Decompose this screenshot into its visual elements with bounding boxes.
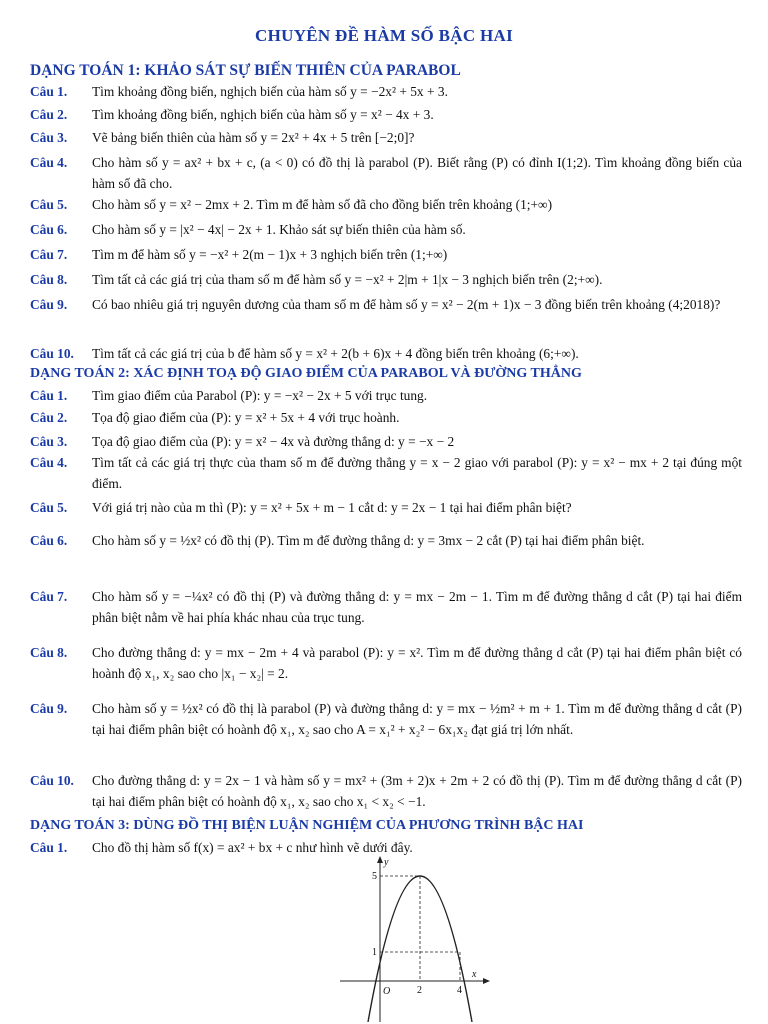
- question-1-5: [30, 194, 742, 215]
- question-text: Tìm giao điểm của Parabol (P): y = −x² − 2x + 5 với trục tung.: [92, 388, 428, 403]
- question-label: Câu 5.: [30, 197, 68, 212]
- question-label: Câu 7.: [30, 247, 68, 262]
- question-1-7: [30, 244, 742, 265]
- question-label: Câu 6.: [30, 222, 68, 237]
- question-text: Cho hàm số y = x² − 2mx + 2. Tìm m để hàm số đã cho đồng biến trên khoảng (1;+∞): [92, 197, 553, 212]
- question-2-2: [30, 407, 742, 428]
- question-1-8: [30, 269, 742, 290]
- question-label: Câu 9.: [30, 297, 68, 312]
- question-text: Tìm tất cả các giá trị của b để hàm số y = x² + 2(b + 6)x + 4 đồng biến trên khoảng (6;+∞).: [92, 346, 579, 361]
- question-text: Tìm m để hàm số y = −x² + 2(m − 1)x + 3 nghịch biến trên (1;+∞): [92, 247, 448, 262]
- page-title: CHUYÊN ĐỀ HÀM SỐ BẬC HAI: [255, 26, 513, 45]
- question-1-9: [30, 294, 742, 315]
- question-label: Câu 7.: [30, 589, 68, 604]
- question-label: Câu 2.: [30, 410, 68, 425]
- question-3-1: [30, 837, 742, 858]
- question-text: Vẽ bảng biến thiên của hàm số y = 2x² + 4x + 5 trên [−2;0]?: [92, 130, 415, 145]
- question-text: Cho đường thẳng d: y = 2x − 1 và hàm số y = mx² + (3m + 2)x + 2m + 2 có đồ thị (P). Tìm m để đường thẳng d cắt (P) tại hai điểm phân biệt có hoành độ x₁, x₂ sao cho x₁ < x₂ < −1.: [92, 773, 742, 809]
- parabol-graph: [340, 856, 490, 1022]
- section-heading-3: DẠNG TOÁN 3: DÙNG ĐỒ THỊ BIỆN LUẬN NGHIỆM CỦA PHƯƠNG TRÌNH BẬC HAI: [30, 818, 584, 833]
- question-text: Tìm khoảng đồng biến, nghịch biến của hàm số y = x² − 4x + 3.: [92, 107, 434, 122]
- x-axis-arrow-icon: [483, 978, 490, 984]
- question-label: Câu 10.: [30, 773, 74, 788]
- question-2-9: [30, 698, 742, 740]
- question-2-1: [30, 385, 742, 406]
- question-label: Câu 10.: [30, 346, 74, 361]
- question-text: Có bao nhiêu giá trị nguyên dương của tham số m để hàm số y = x² − 2(m + 1)x − 3 đồng biến trên khoảng (4;2018)?: [92, 297, 721, 312]
- question-text: Tìm tất cả các giá trị thực của tham số m để đường thẳng y = x − 2 giao với parabol (P): y = x² − mx + 2 tại đúng một điểm.: [92, 455, 742, 491]
- question-text: Cho đường thẳng d: y = mx − 2m + 4 và parabol (P): y = x². Tìm m để đường thẳng d cắt (P) tại hai điểm phân biệt có hoành độ x₁, x₂ sao cho |x₁ − x₂| = 2.: [92, 645, 742, 681]
- question-text: Cho hàm số y = |x² − 4x| − 2x + 1. Khảo sát sự biến thiên của hàm số.: [92, 222, 466, 237]
- question-label: Câu 6.: [30, 533, 68, 548]
- section-heading-2: DẠNG TOÁN 2: XÁC ĐỊNH TOẠ ĐỘ GIAO ĐIỂM CỦA PARABOL VÀ ĐƯỜNG THẲNG: [30, 366, 582, 381]
- section-heading-1: DẠNG TOÁN 1: KHẢO SÁT SỰ BIẾN THIÊN CỦA PARABOL: [30, 62, 461, 79]
- question-2-8: [30, 642, 742, 684]
- question-2-6: [30, 530, 742, 551]
- question-label: Câu 2.: [30, 107, 68, 122]
- question-label: Câu 3.: [30, 130, 68, 145]
- question-1-3: [30, 127, 742, 148]
- question-text: Tọa độ giao điểm của (P): y = x² − 4x và đường thẳng d: y = −x − 2: [92, 434, 455, 449]
- question-label: Câu 4.: [30, 155, 68, 170]
- x-axis-label: x: [472, 969, 477, 980]
- question-text: Cho hàm số y = ½x² có đồ thị là parabol (P) và đường thẳng d: y = mx − ½m² + m + 1. Tìm m để đường thẳng d cắt (P) tại hai điểm phân biệt có hoành độ x₁, x₂ sao cho A = x₁² + x₂² − 6x₁x₂ đạt giá trị lớn nhất.: [92, 701, 742, 737]
- question-1-4: [30, 152, 742, 194]
- y-axis-label: y: [384, 857, 389, 868]
- question-label: Câu 1.: [30, 84, 68, 99]
- y-axis-arrow-icon: [377, 856, 383, 863]
- question-2-3: [30, 431, 742, 452]
- question-label: Câu 1.: [30, 840, 68, 855]
- question-2-5: [30, 497, 742, 518]
- question-label: Câu 5.: [30, 500, 68, 515]
- question-1-1: [30, 81, 742, 102]
- question-text: Cho hàm số y = ½x² có đồ thị (P). Tìm m để đường thẳng d: y = 3mx − 2 cắt (P) tại hai điểm phân biệt.: [92, 533, 645, 548]
- origin-label: O: [383, 986, 391, 997]
- question-2-10: [30, 770, 742, 812]
- question-1-6: [30, 219, 742, 240]
- tick-y-1: 1: [372, 947, 377, 958]
- question-text: Với giá trị nào của m thì (P): y = x² + 5x + m − 1 cắt d: y = 2x − 1 tại hai điểm phân biệt?: [92, 500, 572, 515]
- tick-y-5: 5: [372, 871, 377, 882]
- question-2-7: [30, 586, 742, 628]
- tick-x-2: 2: [417, 985, 422, 996]
- question-text: Cho đồ thị hàm số f(x) = ax² + bx + c như hình vẽ dưới đây.: [92, 840, 413, 855]
- question-text: Cho hàm số y = ax² + bx + c, (a < 0) có đồ thị là parabol (P). Biết rằng (P) có đỉnh I(1;2). Tìm khoảng đồng biến của hàm số đã cho.: [92, 155, 742, 191]
- question-label: Câu 9.: [30, 701, 68, 716]
- question-text: Tìm tất cả các giá trị của tham số m để hàm số y = −x² + 2|m + 1|x − 3 nghịch biến trên (2;+∞).: [92, 272, 603, 287]
- question-1-2: [30, 104, 742, 125]
- question-1-10: [30, 343, 742, 364]
- question-text: Tìm khoảng đồng biến, nghịch biến của hàm số y = −2x² + 5x + 3.: [92, 84, 448, 99]
- question-text: Tọa độ giao điểm của (P): y = x² + 5x + 4 với trục hoành.: [92, 410, 400, 425]
- tick-x-4: 4: [457, 985, 462, 996]
- question-label: Câu 8.: [30, 272, 68, 287]
- question-label: Câu 4.: [30, 455, 68, 470]
- question-text: Cho hàm số y = −¼x² có đồ thị (P) và đường thẳng d: y = mx − 2m − 1. Tìm m để đường thẳng d cắt (P) tại hai điểm phân biệt nằm về hai phía khác nhau của trục tung.: [92, 589, 742, 625]
- question-label: Câu 3.: [30, 434, 68, 449]
- question-label: Câu 1.: [30, 388, 68, 403]
- question-label: Câu 8.: [30, 645, 68, 660]
- question-2-4: [30, 452, 742, 494]
